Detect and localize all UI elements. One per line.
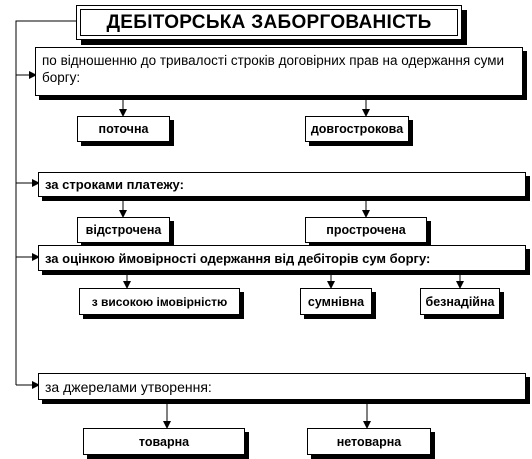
diagram-title-box (76, 5, 462, 40)
diagram-title: ДЕБІТОРСЬКА ЗАБОРГОВАНІСТЬ (80, 9, 458, 36)
item-hopeless: безнадійна (420, 288, 500, 315)
category-probability: за оцінкою ймовірності одержання від дебіторів сум боргу: (38, 245, 526, 271)
item-high-probability: з високою імовірністю (79, 288, 240, 315)
category-duration: по відношенню до тривалості строків договірних прав на одержання суми боргу: (35, 47, 523, 96)
item-current: поточна (77, 116, 170, 142)
category-payment-terms: за строками платежу: (38, 172, 526, 197)
item-deferred: відстрочена (77, 217, 170, 243)
item-overdue: прострочена (305, 217, 427, 243)
category-sources: за джерелами утворення: (38, 373, 526, 400)
item-commodity: товарна (83, 428, 245, 455)
item-non-commodity: нетоварна (307, 428, 431, 455)
item-long-term: довгострокова (305, 116, 409, 142)
item-doubtful: сумнівна (300, 288, 372, 315)
